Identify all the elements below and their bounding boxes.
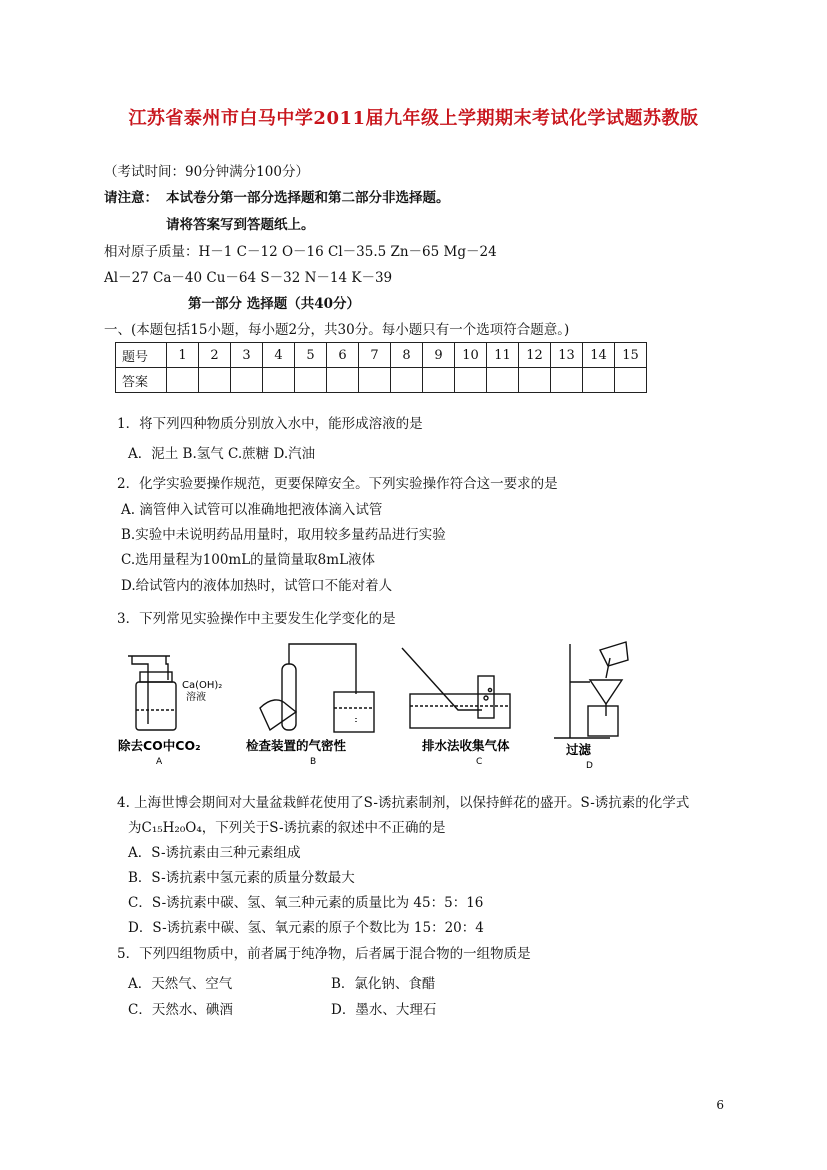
atomic-mass-line-2: Al－27 Ca－40 Cu－64 S－32 N－14 K－39 [104,270,393,286]
answer-table-answer-row [116,368,647,393]
answer-table-number: 7 [359,343,391,368]
answer-cell [615,368,647,393]
answer-table-row-label: 题号 [116,343,167,368]
notice-label: 请注意： [104,190,158,206]
q2-option-d: D.给试管内的液体加热时，试管口不能对着人 [121,578,393,594]
q5-option-a: A．天然气、空气 [128,976,233,992]
q3-apparatus-figure [110,634,630,774]
answer-table-number: 6 [327,343,359,368]
atomic-mass-line-1: 相对原子质量：H－1 C－12 O－16 Cl－35.5 Zn－65 Mg－24 [104,244,497,260]
figure-d-letter: D [586,761,593,771]
answer-table-number-row [116,343,647,368]
answer-table [115,342,647,393]
answer-table-number: 12 [519,343,551,368]
q1-stem: 1．将下列四种物质分别放入水中，能形成溶液的是 [117,416,423,432]
notice-line-2: 请将答案写到答题纸上。 [166,217,315,233]
answer-table-number: 4 [263,343,295,368]
answer-cell [263,368,295,393]
figure-c-letter: C [476,757,483,767]
answer-table-number: 13 [551,343,583,368]
q4-option-a: A．S-诱抗素由三种元素组成 [128,845,301,861]
airtightness-check-icon [260,644,374,732]
q2-option-a: A. 滴管伸入试管可以准确地把液体滴入试管 [121,502,383,518]
document-title: 江苏省泰州市白马中学2011届九年级上学期期末考试化学试题苏教版 [128,108,699,129]
figure-c-caption: 排水法收集气体 [422,738,510,753]
gas-washing-bottle-icon [128,656,176,730]
part1-heading: 第一部分 选择题（共40分） [188,296,360,312]
answer-table-number: 5 [295,343,327,368]
reagent-label-1: Ca(OH)₂ [182,680,223,691]
answer-cell [583,368,615,393]
q2-stem: 2．化学实验要操作规范，更要保障安全。下列实验操作符合这一要求的是 [117,476,558,492]
water-displacement-icon [402,648,510,728]
answer-cell [167,368,199,393]
answer-table-row-label: 答案 [116,368,167,393]
answer-table-number: 11 [487,343,519,368]
answer-cell [551,368,583,393]
answer-cell [455,368,487,393]
answer-cell [199,368,231,393]
answer-cell [359,368,391,393]
q5-option-d: D．墨水、大理石 [331,1002,437,1018]
figure-a-letter: A [156,757,163,767]
q4-option-d: D．S-诱抗素中碳、氢、氧元素的原子个数比为 15：20：4 [128,920,484,936]
figure-a-caption: 除去CO中CO₂ [118,738,201,753]
figure-b-caption: 检查装置的气密性 [246,738,347,753]
section1-intro: 一、(本题包括15小题，每小题2分，共30分。每小题只有一个选项符合题意。) [104,322,570,338]
answer-cell [295,368,327,393]
q2-option-b: B.实验中未说明药品用量时，取用较多量药品进行实验 [121,527,446,543]
figure-d-caption: 过滤 [566,742,592,757]
q4-option-b: B．S-诱抗素中氢元素的质量分数最大 [128,870,355,886]
q3-stem: 3．下列常见实验操作中主要发生化学变化的是 [117,611,396,627]
reagent-label-2: 溶液 [186,692,206,703]
q5-option-c: C．天然水、碘酒 [128,1002,233,1018]
answer-table-number: 8 [391,343,423,368]
filtration-icon [554,642,628,738]
q1-options: A．泥土 B.氢气 C.蔗糖 D.汽油 [128,446,316,462]
q4-option-c: C．S-诱抗素中碳、氢、氧三种元素的质量比为 45：5：16 [128,895,484,911]
answer-table-number: 3 [231,343,263,368]
q5-option-b: B．氯化钠、食醋 [331,976,436,992]
answer-table-number: 1 [167,343,199,368]
q4-stem-line-1: 4. 上海世博会期间对大量盆栽鲜花使用了S-诱抗素制剂，以保持鲜花的盛开。S-诱抗素的化学式 [117,795,690,811]
answer-table-number: 2 [199,343,231,368]
q4-stem-line-2: 为C₁₅H₂₀O₄，下列关于S-诱抗素的叙述中不正确的是 [128,820,446,836]
answer-cell [231,368,263,393]
answer-cell [487,368,519,393]
apparatus-drawing [110,634,630,774]
answer-table-number: 14 [583,343,615,368]
notice-line-1: 本试卷分第一部分选择题和第二部分非选择题。 [166,190,450,206]
answer-cell [519,368,551,393]
q5-stem: 5．下列四组物质中，前者属于纯净物，后者属于混合物的一组物质是 [117,946,531,962]
exam-time: （考试时间：90分钟满分100分） [104,164,309,180]
answer-cell [327,368,359,393]
q2-option-c: C.选用量程为100mL的量筒量取8mL液体 [121,552,376,568]
page-number: 6 [716,1098,724,1112]
answer-table-number: 10 [455,343,487,368]
figure-b-letter: B [310,757,317,767]
answer-cell [423,368,455,393]
answer-table-number: 9 [423,343,455,368]
answer-table-number: 15 [615,343,647,368]
answer-cell [391,368,423,393]
